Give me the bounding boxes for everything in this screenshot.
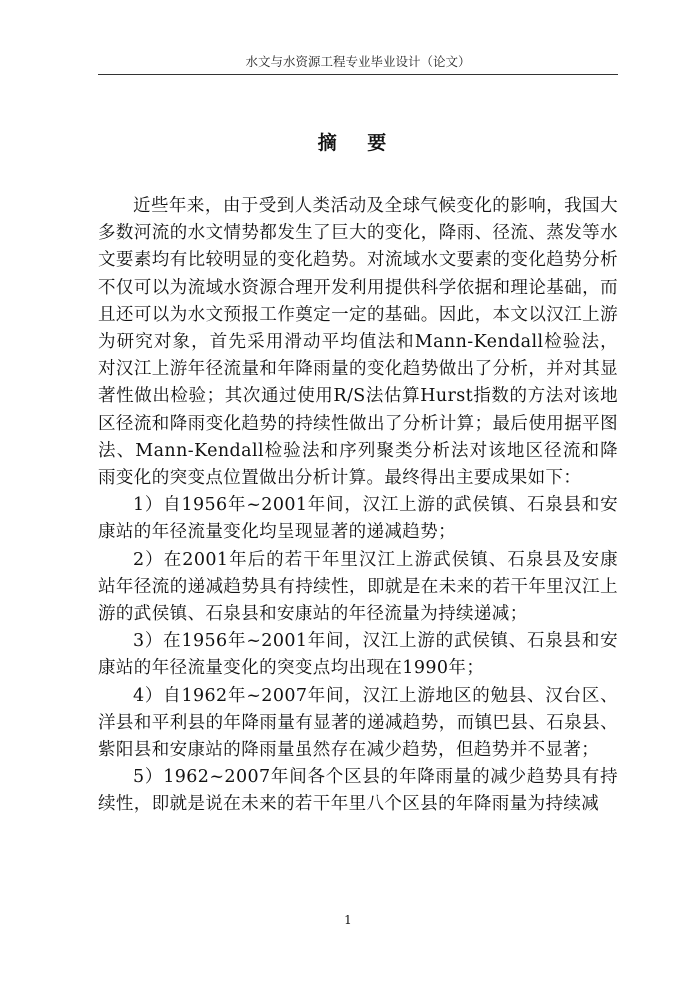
abstract-body bbox=[98, 193, 618, 819]
header-rule bbox=[98, 74, 618, 75]
result-item-1: 1）自1956年~2001年间，汉江上游的武侯镇、石泉县和安康站的年径流量变化均呈现显著的递减趋势； bbox=[98, 495, 618, 543]
abstract-title: 摘 要 bbox=[317, 132, 399, 154]
abstract-intro-paragraph: 近些年来，由于受到人类活动及全球气候变化的影响，我国大多数河流的水文情势都发生了巨大的变化，降雨、径流、蒸发等水文要素均有比较明显的变化趋势。对流域水文要素的变化趋势分析不仅可以为流域水资源合理开发利用提供科学依据和理论基础，而且还可以为水文预报工作奠定一定的基础。因此，本文以汉江上游为研究对象，首先采用滑动平均值法和Mann-Kendall检验法，对汉江上游年径流量和年降雨量的变化趋势做出了分析，并对其显著性做出检验；其次通过使用R/S法估算Hurst指数的方法对该地区径流和降雨变化趋势的持续性做出了分析计算；最后使用据平图法、Mann-Kendall检验法和序列聚类分析法对该地区径流和降雨变化的突变点位置做出分析计算。最终得出主要成果如下： bbox=[98, 196, 618, 489]
result-item-4: 4）自1962年~2007年间，汉江上游地区的勉县、汉台区、洋县和平利县的年降雨量有显著的递减趋势，而镇巴县、石泉县、紫阳县和安康站的降雨量虽然存在减少趋势，但趋势并不显著； bbox=[98, 685, 618, 761]
result-item-5: 5）1962~2007年间各个区县的年降雨量的减少趋势具有持续性，即就是说在未来的若干年里八个区县的年降雨量为持续减 bbox=[98, 767, 618, 815]
page-number: 1 bbox=[344, 913, 352, 927]
result-item-2: 2）在2001年后的若干年里汉江上游武侯镇、石泉县及安康站年径流的递减趋势具有持续性，即就是在未来的若干年里汉江上游的武侯镇、石泉县和安康站的年径流量为持续递减； bbox=[98, 549, 618, 625]
running-header: 水文与水资源工程专业毕业设计（论文） bbox=[245, 54, 471, 69]
result-item-3: 3）在1956年~2001年间，汉江上游的武侯镇、石泉县和安康站的年径流量变化的突变点均出现在1990年； bbox=[98, 631, 618, 679]
